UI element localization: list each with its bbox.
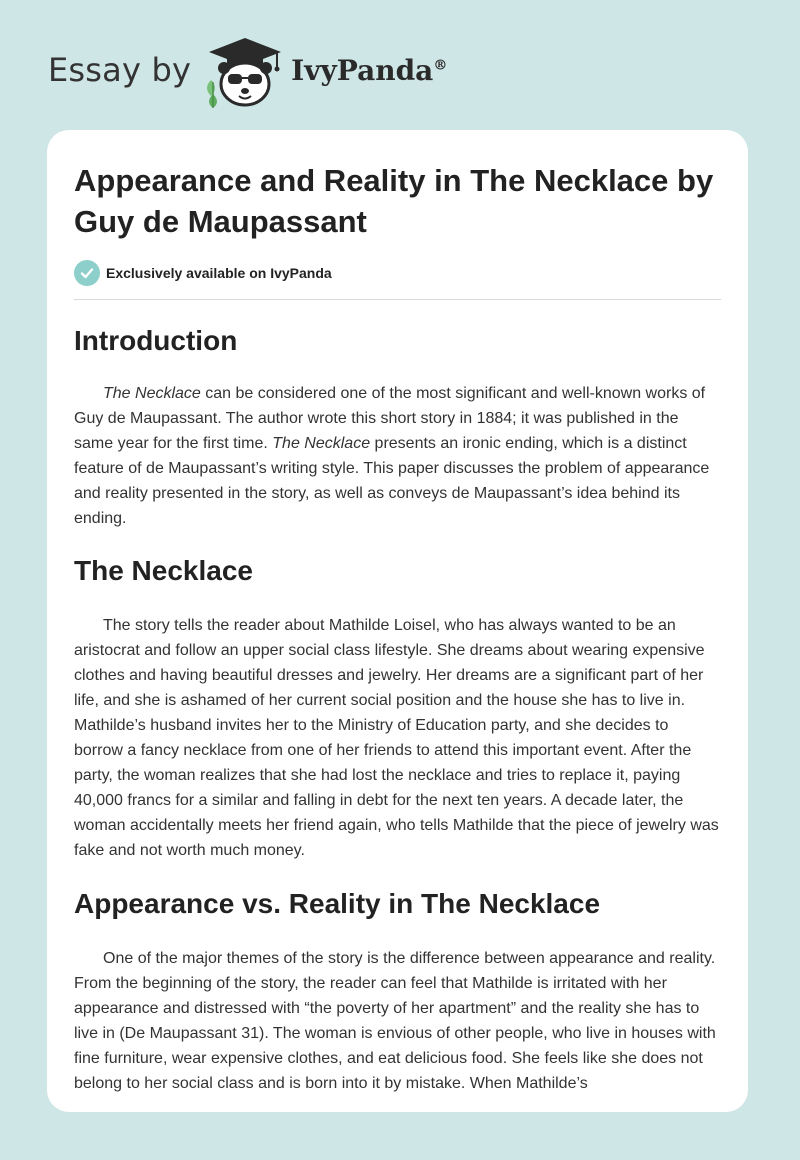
brand-name: IvyPanda® bbox=[291, 53, 448, 87]
exclusive-badge-text: Exclusively available on IvyPanda bbox=[106, 265, 332, 281]
section-heading-the-necklace: The Necklace bbox=[74, 555, 253, 586]
title-divider bbox=[74, 299, 721, 300]
check-circle-icon bbox=[74, 260, 100, 286]
section-paragraph-appearance-vs-reality: One of the major themes of the story is the difference between appearance and reality. From the beginning of the story, the reader can feel that Mathilde is irritated with her appearance and distressed with “the poverty of her apartment” and the reality she has to live in (De Maupassant 31). The woman is envious of other people, who live in houses with fine furniture, wear expensive clothes, and eat delicious food. She feels like she does not belong to her social class and is born into it by mistake. When Mathilde’s bbox=[74, 950, 716, 1092]
section-paragraph-introduction: The Necklace can be considered one of the most significant and well-known works of Guy de Maupassant. The author wrote this short story in 1884; it was published in the same year for the first time. The Necklace presents an ironic ending, which is a distinct feature of de Maupassant’s writing style. This paper discusses the problem of appearance and reality presented in the story, as well as conveys de Maupassant’s idea behind its ending. bbox=[74, 385, 710, 527]
essay-by-label: Essay by bbox=[48, 51, 192, 89]
essay-card bbox=[47, 130, 748, 1112]
panda-graduate-icon bbox=[199, 30, 285, 110]
section-heading-appearance-vs-reality: Appearance vs. Reality in The Necklace bbox=[74, 888, 601, 919]
section-heading-introduction: Introduction bbox=[74, 325, 238, 356]
site-header bbox=[48, 30, 648, 110]
ivypanda-logo[interactable] bbox=[199, 30, 447, 110]
exclusive-badge bbox=[74, 260, 721, 286]
section-paragraph-the-necklace: The story tells the reader about Mathilde Loisel, who has always wanted to be an aristocrat and follow an upper social class lifestyle. She dreams about wearing expensive clothes and having beautiful dresses and jewelry. Her dreams are a significant part of her life, and she is ashamed of her current social position and the house she has to live in. Mathilde’s husband invites her to the Ministry of Education party, and she decides to borrow a fancy necklace from one of her friends to attend this important event. After the party, the woman realizes that she had lost the necklace and tries to replace it, paying 40,000 francs for a similar and falling in debt for the next ten years. A decade later, the woman accidentally meets her friend again, who tells Mathilde that the piece of jewelry was fake and not worth much money. bbox=[74, 617, 719, 859]
essay-title: Appearance and Reality in The Necklace by Guy de Maupassant bbox=[74, 163, 714, 239]
